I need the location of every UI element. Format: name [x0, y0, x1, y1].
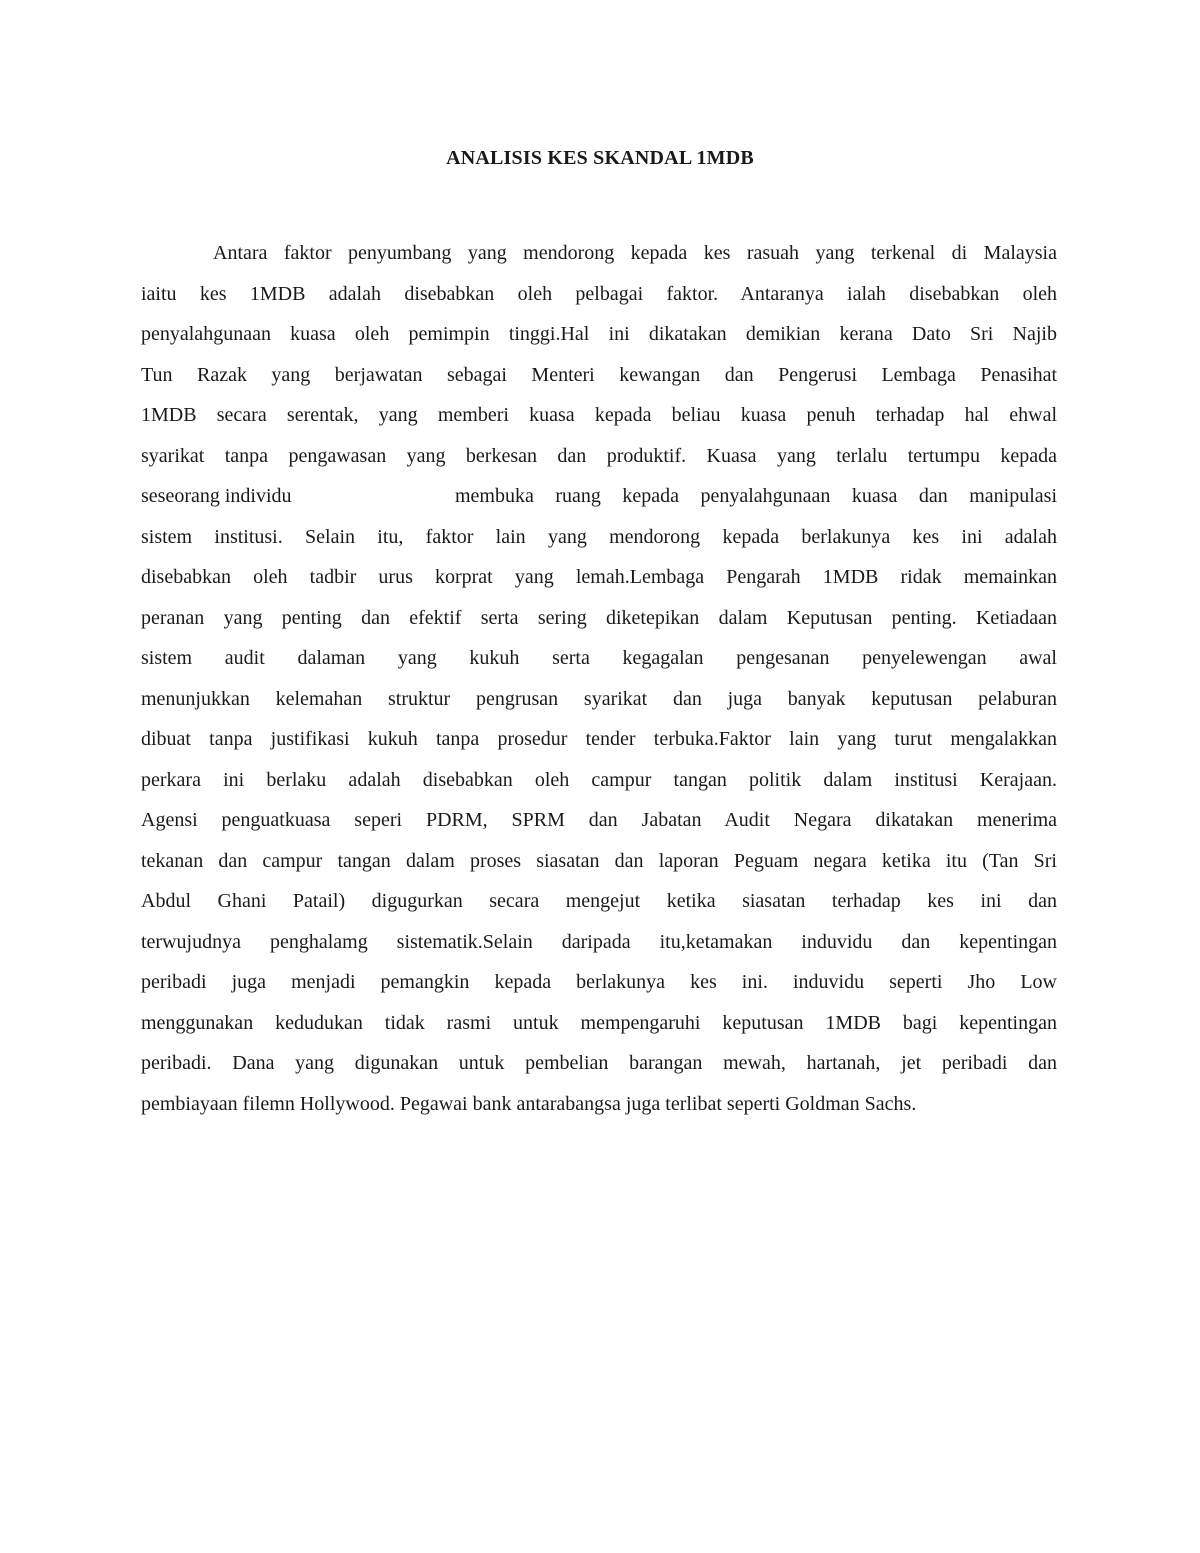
body-line: peranan yang penting dan efektif serta sering diketepikan dalam Keputusan penting. Ketiadaan — [141, 606, 1057, 629]
body-line: sistem audit dalaman yang kukuh serta kegagalan pengesanan penyelewengan awal — [141, 647, 1057, 669]
body-line: syarikat tanpa pengawasan yang berkesan dan produktif. Kuasa yang terlalu tertumpu kepada — [141, 444, 1057, 467]
body-line-segment: membuka ruang kepada penyalahgunaan kuasa dan manipulasi — [455, 485, 1057, 507]
body-line: Tun Razak yang berjawatan sebagai Menteri kewangan dan Pengerusi Lembaga Penasihat — [141, 363, 1057, 386]
body-line: menunjukkan kelemahan struktur pengrusan syarikat dan juga banyak keputusan pelaburan — [141, 687, 1057, 710]
body-line: Abdul Ghani Patail) digugurkan secara mengejut ketika siasatan terhadap kes ini dan — [141, 890, 1057, 912]
body-line: Agensi penguatkuasa seperi PDRM, SPRM dan Jabatan Audit Negara dikatakan menerima — [141, 809, 1057, 831]
document-body — [141, 233, 1057, 1124]
document-title: ANALISIS KES SKANDAL 1MDB — [446, 147, 754, 169]
body-line: menggunakan kedudukan tidak rasmi untuk mempengaruhi keputusan 1MDB bagi kepentingan — [141, 1011, 1057, 1034]
body-line: peribadi. Dana yang digunakan untuk pembelian barangan mewah, hartanah, jet peribadi dan — [141, 1052, 1057, 1074]
body-line: 1MDB secara serentak, yang memberi kuasa kepada beliau kuasa penuh terhadap hal ehwal — [141, 404, 1057, 426]
body-line: penyalahgunaan kuasa oleh pemimpin tinggi.Hal ini dikatakan demikian kerana Dato Sri Najib — [141, 323, 1057, 345]
body-line: dibuat tanpa justifikasi kukuh tanpa prosedur tender terbuka.Faktor lain yang turut mengalakkan — [141, 728, 1057, 750]
body-line: iaitu kes 1MDB adalah disebabkan oleh pelbagai faktor. Antaranya ialah disebabkan oleh — [141, 282, 1057, 305]
body-line: pembiayaan filemn Hollywood. Pegawai bank antarabangsa juga terlibat seperti Goldman Sachs. — [141, 1092, 917, 1115]
body-line: disebabkan oleh tadbir urus korprat yang lemah.Lembaga Pengarah 1MDB ridak memainkan — [141, 566, 1057, 588]
body-line-segment: seseorang individu — [141, 485, 292, 507]
body-line-split — [141, 476, 1057, 517]
body-line: tekanan dan campur tangan dalam proses siasatan dan laporan Peguam negara ketika itu (Tan Sri — [141, 849, 1057, 872]
body-line: peribadi juga menjadi pemangkin kepada berlakunya kes ini. induvidu seperti Jho Low — [141, 971, 1057, 993]
body-line: perkara ini berlaku adalah disebabkan oleh campur tangan politik dalam institusi Kerajaan. — [141, 768, 1057, 791]
body-line: sistem institusi. Selain itu, faktor lain yang mendorong kepada berlakunya kes ini adalah — [141, 525, 1057, 548]
body-line: terwujudnya penghalamg sistematik.Selain daripada itu,ketamakan induvidu dan kepentingan — [141, 930, 1057, 953]
body-line: Antara faktor penyumbang yang mendorong kepada kes rasuah yang terkenal di Malaysia — [213, 242, 1057, 264]
